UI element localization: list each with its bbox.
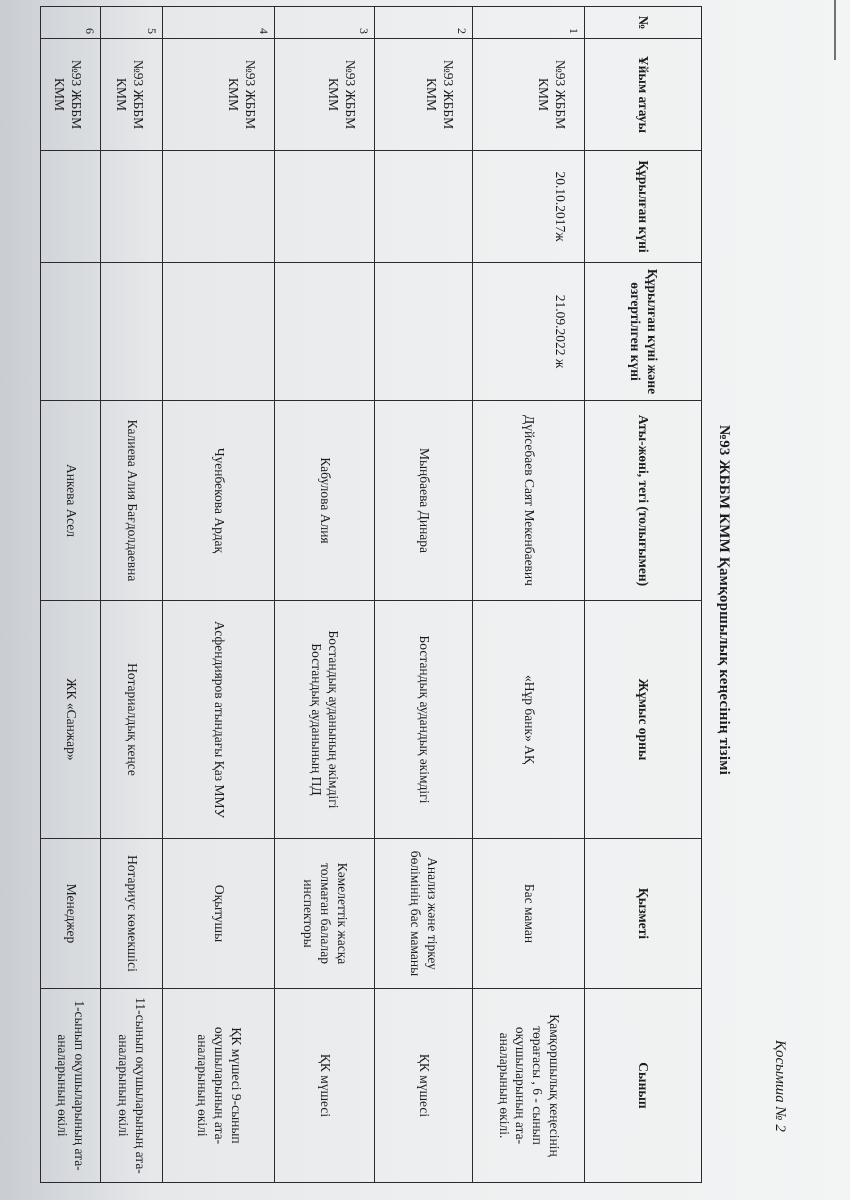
header-position: Қызметі bbox=[585, 839, 702, 989]
row-name: Калиева Алия Бағдолдаевна bbox=[101, 401, 163, 601]
row-position: Бас маман bbox=[473, 839, 585, 989]
table-row bbox=[41, 7, 101, 1183]
row-founded: 20.10.2017ж bbox=[473, 151, 585, 263]
table-row bbox=[275, 7, 375, 1183]
row-workplace: ЖК «Санжар» bbox=[41, 601, 101, 839]
row-workplace: Бостандық ауданының әкімдігі Бостандық ауданының ПД bbox=[275, 601, 375, 839]
header-org: Ұйым атауы bbox=[585, 39, 702, 151]
row-changed bbox=[101, 263, 163, 401]
annex-label: Қосымша № 2 bbox=[772, 1040, 788, 1132]
header-num: № bbox=[585, 7, 702, 39]
row-num: 2 bbox=[375, 7, 473, 39]
header-class-role: Сынып bbox=[585, 989, 702, 1183]
row-name: Анкева Асел bbox=[41, 401, 101, 601]
row-role: ҚК мүшесі bbox=[375, 989, 473, 1183]
row-role: Қамқоршылық кеңесінің төрағасы , 6 - сынып оқушыларының ата-аналарының өкілі. bbox=[473, 989, 585, 1183]
row-position: Анализ және тіркеу бөлімінің бас маманы bbox=[375, 839, 473, 989]
row-num: 5 bbox=[101, 7, 163, 39]
header-founded-changed: Құрылған күні және өзгертілген күні bbox=[585, 263, 702, 401]
row-position: Оқытушы bbox=[163, 839, 275, 989]
row-role: ҚК мүшесі 9-сынып оқушыларының ата-аналарының өкілі bbox=[163, 989, 275, 1183]
table-row bbox=[163, 7, 275, 1183]
document-title: №93 ЖББМ КММ Қамқоршылық кеңесінің тізімі bbox=[716, 424, 732, 776]
row-num: 6 bbox=[41, 7, 101, 39]
row-founded bbox=[163, 151, 275, 263]
row-founded bbox=[41, 151, 101, 263]
row-position: Нотариус көмекшісі bbox=[101, 839, 163, 989]
table-row bbox=[101, 7, 163, 1183]
row-org: №93 ЖББМ КММ bbox=[41, 39, 101, 151]
row-num: 4 bbox=[163, 7, 275, 39]
row-workplace: «Нұр банк» АҚ bbox=[473, 601, 585, 839]
row-workplace: Нотариалдық кеңсе bbox=[101, 601, 163, 839]
row-name: Мыңбаева Динара bbox=[375, 401, 473, 601]
header-workplace: Жұмыс орны bbox=[585, 601, 702, 839]
row-role: ҚК мүшесі bbox=[275, 989, 375, 1183]
row-workplace: Асфендияров атындағы Қаз ММУ bbox=[163, 601, 275, 839]
row-role: 1-сынып оқушыларының ата-аналарының өкілі bbox=[41, 989, 101, 1183]
row-changed bbox=[375, 263, 473, 401]
row-changed bbox=[41, 263, 101, 401]
table-header-row bbox=[585, 7, 702, 1183]
row-changed: 21.09.2022 ж bbox=[473, 263, 585, 401]
table-row bbox=[375, 7, 473, 1183]
row-org: №93 ЖББМ КММ bbox=[163, 39, 275, 151]
header-founded: Құрылған күні bbox=[585, 151, 702, 263]
table-row bbox=[473, 7, 585, 1183]
row-founded bbox=[101, 151, 163, 263]
row-founded bbox=[375, 151, 473, 263]
row-num: 3 bbox=[275, 7, 375, 39]
row-changed bbox=[275, 263, 375, 401]
row-org: №93 ЖББМ КММ bbox=[101, 39, 163, 151]
row-workplace: Бостандық аудандық әкімдігі bbox=[375, 601, 473, 839]
row-name: Чуенбекова Ардақ bbox=[163, 401, 275, 601]
row-org: №93 ЖББМ КММ bbox=[473, 39, 585, 151]
header-full-name: Аты-жөні, тегі (толығымен) bbox=[585, 401, 702, 601]
row-position: Менеджер bbox=[41, 839, 101, 989]
row-org: №93 ЖББМ КММ bbox=[375, 39, 473, 151]
row-changed bbox=[163, 263, 275, 401]
council-members-table bbox=[40, 6, 702, 1183]
row-name: Дүйсебаев Саят Мекенбаевич bbox=[473, 401, 585, 601]
row-position: Кәмелеттік жасқа толмаған балалар инспекторы bbox=[275, 839, 375, 989]
row-num: 1 bbox=[473, 7, 585, 39]
row-name: Кабулова Алия bbox=[275, 401, 375, 601]
row-role: 11-сынып оқушыларының ата-аналарының өкілі bbox=[101, 989, 163, 1183]
row-founded bbox=[275, 151, 375, 263]
row-org: №93 ЖББМ КММ bbox=[275, 39, 375, 151]
